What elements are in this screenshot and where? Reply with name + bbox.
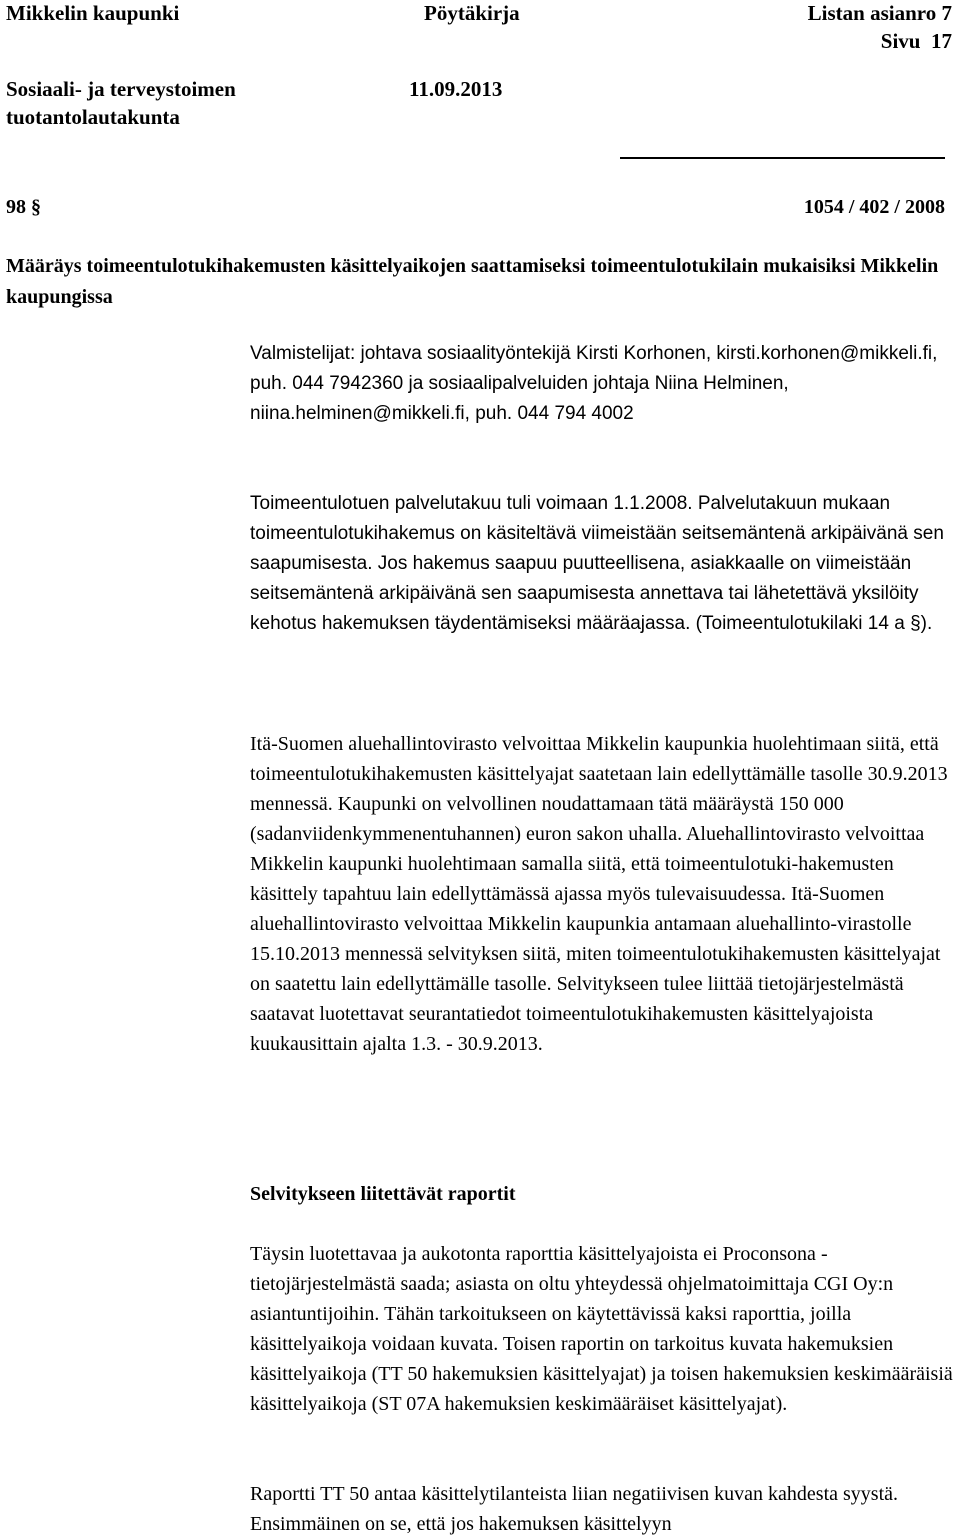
document-type: Pöytäkirja [424,1,520,25]
paragraph-regional-order [250,729,960,1059]
page-number: Sivu 17 [880,29,952,53]
header-divider [620,157,945,159]
preparers-paragraph: Valmistelijat: johtava sosiaalityöntekijä Kirsti Korhonen, kirsti.korhonen@mikkeli.fi, puh. 044 7942360 ja sosiaalipalveluiden johtaja Niina Helminen, niina.helminen@mikkeli.fi, puh. 044 794 4002 [250,343,938,424]
subheading-text: Selvitykseen liitettävät raportit [250,1183,516,1205]
paragraph-text: Itä-Suomen aluehallintovirasto velvoittaa Mikkelin kaupunkia huolehtimaan siitä, että toimeentulotukihakemusten käsittelyajat saatetaan lain edellyttämälle tasolle 30.9.2013 mennessä. Kaupunki on velvollinen noudattamaan tätä määräystä 150 000 (sadanviidenkymmenentuhannen) euron sakon uhalla. Aluehallintovirasto velvoittaa Mikkelin kaupunki huolehtimaan samalla siitä, että toimeentulotuki-hakemusten käsittely tapahtuu lain edellyttämässä ajassa myös tulevaisuudessa. Itä-Suomen aluehallintovirasto velvoittaa Mikkelin kaupunkia antamaan aluehallinto-virastolle 15.10.2013 mennessä selvityksen siitä, miten toimeentulotukihakemusten käsittelyajat on saatettu lain edellyttämälle tasolle. Selvitykseen tulee liittää tietojärjestelmästä saatavat luotettavat seurantatiedot toimeentulotukihakemusten käsittelyajoista kuukausittain ajalta 1.3. - 30.9.2013. [250,733,948,1055]
case-reference: 1054 / 402 / 2008 [803,196,945,218]
item-number: Listan asianro 7 [807,1,952,25]
paragraph-text: Täysin luotettavaa ja aukotonta raporttia käsittelyajoista ei Proconsona - tietojärjestelmästä saada; asiasta on oltu yhteydessä ohjelmatoimittaja CGI Oy:n asiantuntijoihin. Tähän tarkoitukseen on käytettävissä kaksi raporttia, joilla käsittelyaikoja voidaan kuvata. Toisen raportin on tarkoitus kuvata hakemuksien käsittelyaikoja (TT 50 hakemuksien käsittelyajat) ja toisen hakemuksien keskimääräisiä käsittelyaikoja (ST 07A hakemuksien keskimääräiset käsittelyajat). [250,1243,953,1415]
paragraph-text: Raportti TT 50 antaa käsittelytilanteista liian negatiivisen kuvan kahdesta syystä. Ensimmäinen on se, että jos hakemuksen käsittelyyn [250,1483,898,1535]
paragraph-tt50 [250,1479,960,1539]
paragraph-text: Toimeentulotuen palvelutakuu tuli voimaan 1.1.2008. Palvelutakuun mukaan toimeentulotukihakemus on käsiteltävä viimeistään seitsemäntenä arkipäivänä sen saapumisesta. Jos hakemus saapuu puutteellisena, asiakkaalle on viimeistään seitsemäntenä arkipäivänä sen saapumisesta annettava tai lähetettävä yksilöity kehotus hakemuksen täydentämiseksi määräajassa. (Toimeentulotukilaki 14 a §). [250,493,944,634]
subheading-reports [250,1179,960,1209]
paragraph-reports [250,1239,960,1419]
paragraph-service-guarantee [250,489,960,639]
meeting-date: 11.09.2013 [409,77,503,101]
city-name: Mikkelin kaupunki [6,1,180,25]
board-name-line2: tuotantolautakunta [6,105,180,129]
section-title: Määräys toimeentulotukihakemusten käsittelyaikojen saattamiseksi toimeentulotukilain mukaisiksi Mikkelin kaupungissa [6,255,939,308]
board-name-line1: Sosiaali- ja terveystoimen [6,77,236,101]
section-number: 98 § [6,196,41,218]
